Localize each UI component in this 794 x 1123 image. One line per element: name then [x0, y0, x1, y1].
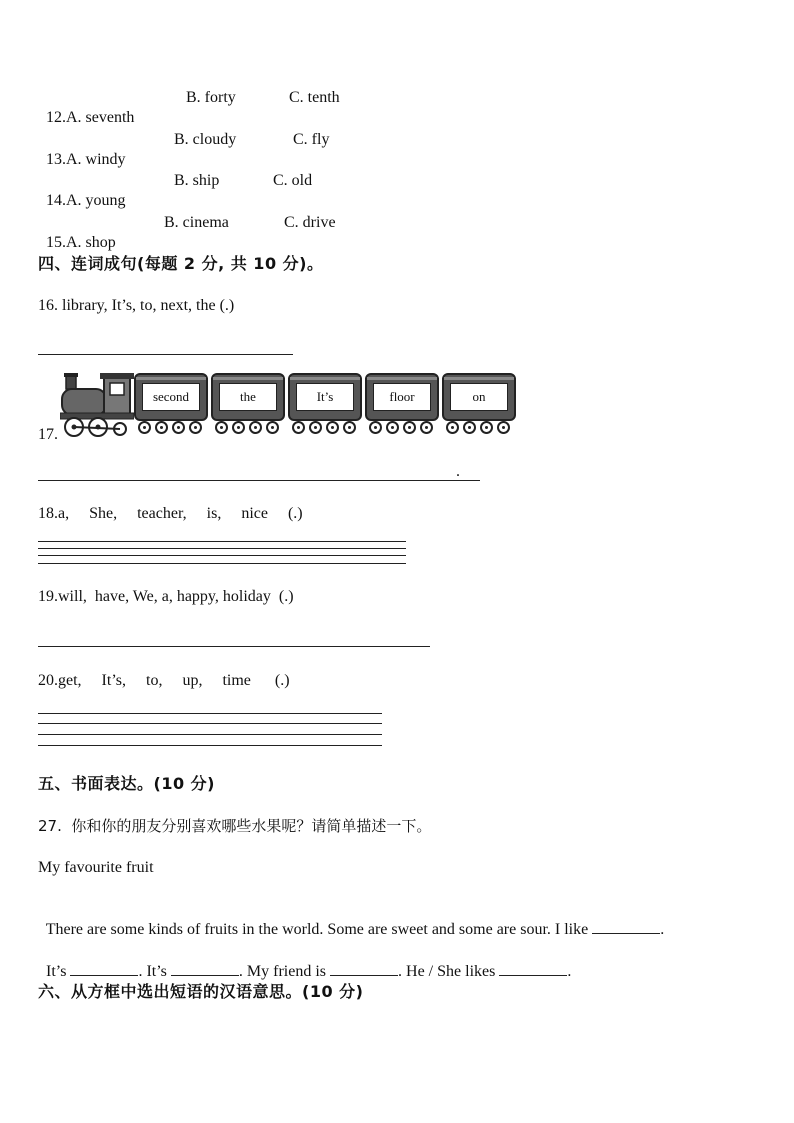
blank-5[interactable]: [499, 961, 567, 976]
train-word: It’s: [296, 383, 354, 411]
section-5-heading: 五、书面表达。(10 分): [38, 774, 215, 793]
blank-2[interactable]: [70, 961, 138, 976]
choice-number: 13.: [46, 151, 66, 168]
wheels-icon: [442, 419, 516, 437]
writing-line-18-2[interactable]: [38, 548, 406, 549]
section-6-heading: 六、从方框中选出短语的汉语意思。(10 分): [38, 982, 364, 1001]
option-b: B. cinema: [164, 214, 229, 231]
writing-line-20-3[interactable]: [38, 734, 382, 735]
wheels-icon: [134, 419, 208, 437]
train-car-4: [365, 373, 439, 421]
option-c: C. tenth: [289, 89, 340, 106]
option-c: C. old: [273, 172, 313, 189]
essay-line-1: [38, 899, 664, 940]
locomotive-icon: [60, 371, 134, 439]
answer-line-16[interactable]: [38, 354, 293, 355]
train-word: floor: [373, 383, 431, 411]
option-b: B. ship: [174, 172, 220, 189]
train-car-3: [288, 373, 362, 421]
essay-text: . It’s: [138, 963, 167, 980]
option-a: A. seventh: [66, 109, 135, 126]
answer-line-17[interactable]: [38, 480, 480, 481]
question-20: 20.get, It’s, to, up, time (.): [38, 672, 290, 689]
blank-4[interactable]: [330, 961, 398, 976]
train-word: second: [142, 383, 200, 411]
wheels-icon: [288, 419, 362, 437]
essay-text: . He / She likes: [398, 963, 496, 980]
essay-text: There are some kinds of fruits in the world. Some are sweet and some are sour. I like: [45, 921, 589, 938]
answer-17-period: .: [456, 463, 460, 480]
option-a: A. young: [66, 192, 126, 209]
essay-title: My favourite fruit: [38, 859, 154, 876]
essay-text: . My friend is: [238, 963, 327, 980]
essay-text: It’s: [46, 963, 67, 980]
writing-line-18-3[interactable]: [38, 555, 406, 556]
train-car-1: [134, 373, 208, 421]
train-car-2: [211, 373, 285, 421]
wheels-icon: [365, 419, 439, 437]
question-19: 19.will, have, We, a, happy, holiday (.): [38, 588, 294, 605]
question-18: 18.a, She, teacher, is, nice (.): [38, 505, 303, 522]
question-27-prompt: 27. 你和你的朋友分别喜欢哪些水果呢？请简单描述一下。: [38, 817, 432, 835]
train-word: the: [219, 383, 277, 411]
answer-line-19[interactable]: [38, 646, 430, 647]
train-car-5: [442, 373, 516, 421]
essay-period: .: [660, 921, 665, 938]
writing-line-18-1[interactable]: [38, 541, 406, 542]
essay-period: .: [567, 963, 572, 980]
option-b: B. forty: [186, 89, 236, 106]
option-a: A. windy: [66, 151, 126, 168]
wheels-icon: [211, 419, 285, 437]
writing-line-20-2[interactable]: [38, 723, 382, 724]
section-4-heading: 四、连词成句(每题 2 分, 共 10 分)。: [38, 254, 324, 273]
blank-1[interactable]: [592, 919, 660, 934]
option-c: C. fly: [293, 131, 330, 148]
question-17-number: 17.: [38, 426, 58, 443]
word-train: [60, 371, 520, 439]
choice-number: 14.: [46, 192, 66, 209]
train-word: on: [450, 383, 508, 411]
option-c: C. drive: [284, 214, 336, 231]
question-16: 16. library, It’s, to, next, the (.): [38, 297, 235, 314]
option-b: B. cloudy: [174, 131, 237, 148]
writing-line-18-4[interactable]: [38, 563, 406, 564]
essay-line-2: [38, 941, 571, 982]
choice-number: 12.: [46, 109, 66, 126]
option-a: A. shop: [66, 234, 116, 251]
writing-line-20-1[interactable]: [38, 713, 382, 714]
writing-line-20-4[interactable]: [38, 745, 382, 746]
blank-3[interactable]: [171, 961, 239, 976]
choice-number: 15.: [46, 234, 66, 251]
